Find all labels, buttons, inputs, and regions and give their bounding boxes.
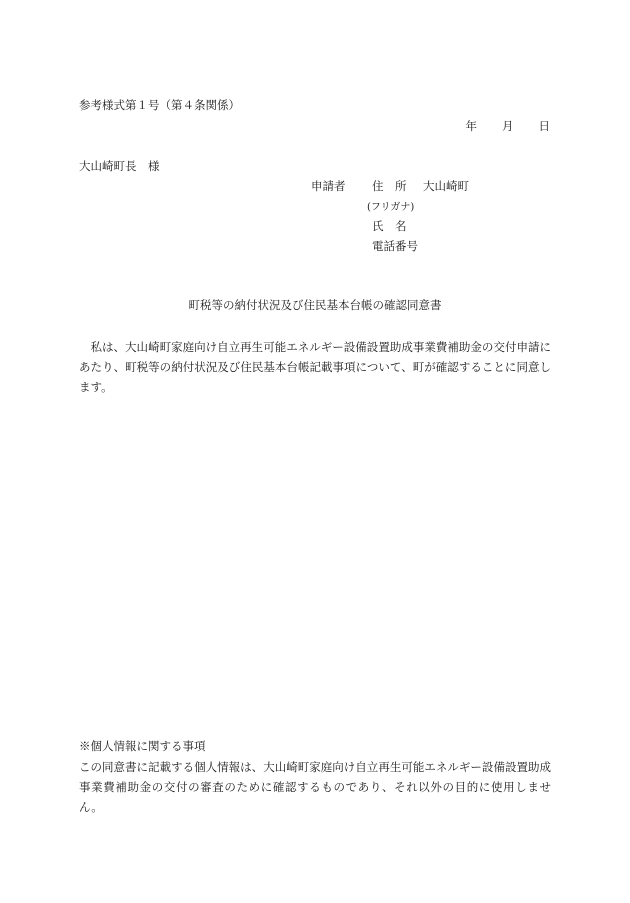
date-day-label: 日 bbox=[538, 119, 550, 133]
form-reference: 参考様式第１号（第４条関係） bbox=[79, 98, 240, 112]
phone-label: 電話番号 bbox=[372, 239, 418, 253]
name-label: 氏 名 bbox=[372, 219, 407, 233]
date-month-label: 月 bbox=[502, 119, 514, 133]
address-label: 住 所 bbox=[372, 179, 407, 193]
date-line bbox=[466, 118, 551, 134]
privacy-heading: ※個人情報に関する事項 bbox=[79, 739, 206, 753]
consent-body: 私は、大山崎町家庭向け自立再生可能エネルギー設備設置助成事業費補助金の交付申請にあたり、町税等の納付状況及び住民基本台帳記載事項について、町が確認することに同意します。 bbox=[79, 340, 551, 394]
furigana-label: (フリガナ) bbox=[367, 202, 415, 213]
address-value: 大山崎町 bbox=[423, 179, 469, 193]
privacy-text: この同意書に記載する個人情報は、大山崎町家庭向け自立再生可能エネルギー設備設置助成事業費補助金の交付の審査のために確認するものであり、それ以外の目的に使用しません。 bbox=[79, 760, 551, 814]
applicant-label: 申請者 bbox=[311, 179, 346, 193]
document-title: 町税等の納付状況及び住民基本台帳の確認同意書 bbox=[188, 298, 442, 312]
date-year-label: 年 bbox=[465, 119, 477, 133]
addressee: 大山崎町長 様 bbox=[79, 159, 160, 173]
